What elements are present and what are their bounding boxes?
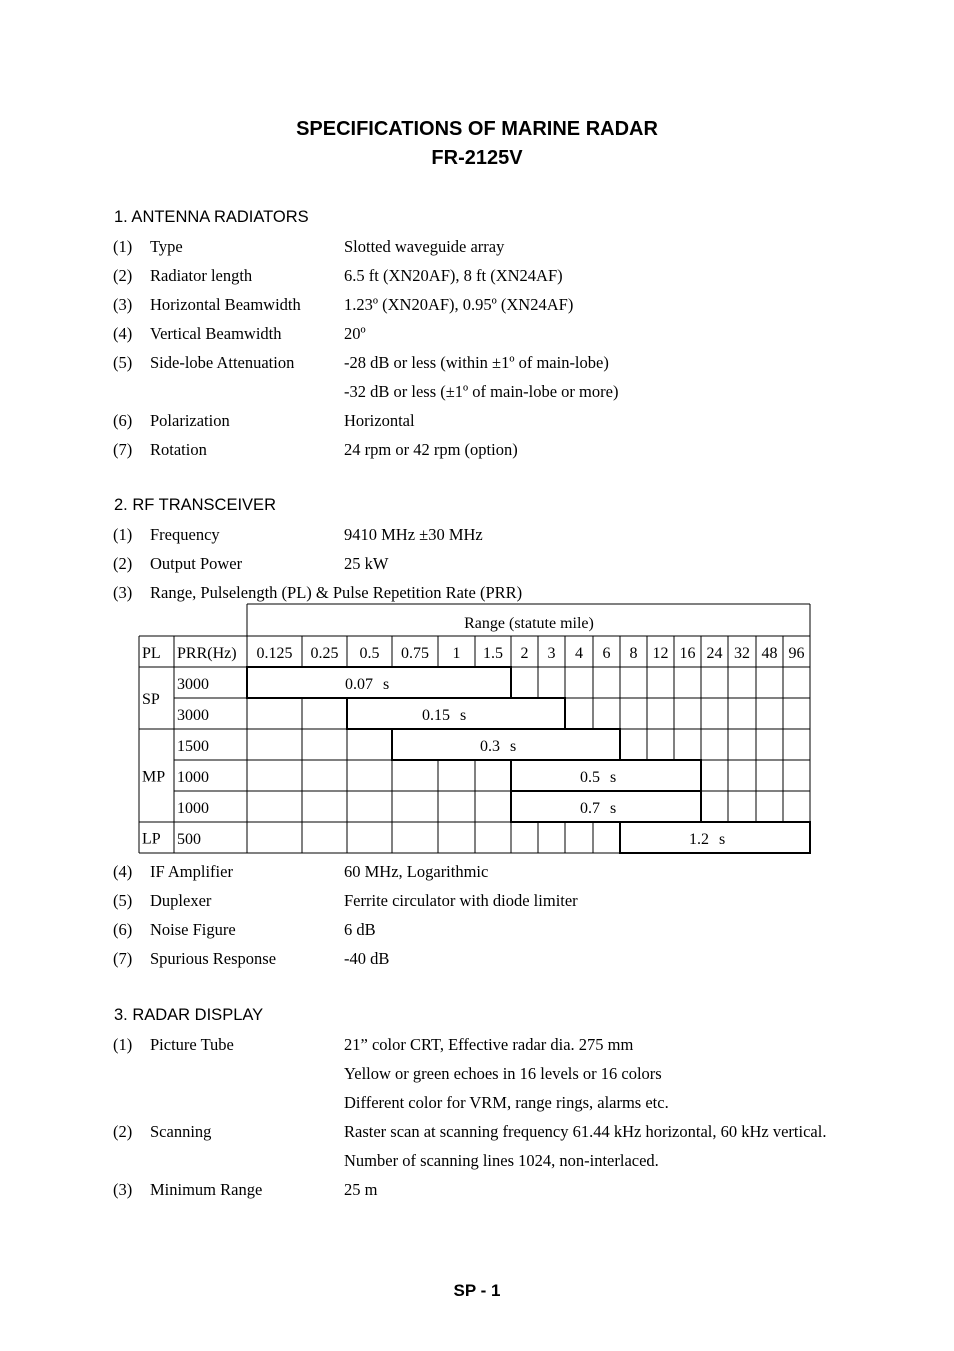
range-tick-label: 0.75 <box>401 645 429 662</box>
spec-number: (7) <box>113 440 133 459</box>
prr-value: 500 <box>177 831 201 848</box>
spec-value: 6 dB <box>344 920 376 939</box>
pl-group-label: SP <box>142 691 160 708</box>
spec-number: (1) <box>113 237 133 256</box>
spec-value: 60 MHz, Logarithmic <box>344 862 489 881</box>
spec-number: (7) <box>113 949 133 968</box>
spec-value: -40 dB <box>344 949 390 968</box>
spec-number: (5) <box>113 353 133 372</box>
range-tick-label: 3 <box>547 645 556 662</box>
range-header: Range (statute mile) <box>464 615 594 632</box>
spec-value: -28 dB or less (within ±1º of main-lobe) <box>344 353 609 372</box>
spec-value: 24 rpm or 42 rpm (option) <box>344 440 518 459</box>
spec-label: Output Power <box>150 554 243 573</box>
section-heading: 3. RADAR DISPLAY <box>114 1006 264 1024</box>
pulse-unit-label: s <box>383 676 390 693</box>
spec-number: (5) <box>113 891 133 910</box>
spec-value: -32 dB or less (±1º of main-lobe or more) <box>344 382 619 401</box>
spec-label: Frequency <box>150 525 220 544</box>
spec-value: Different color for VRM, range rings, alarms etc. <box>344 1093 669 1112</box>
range-tick-label: 16 <box>679 645 696 662</box>
spec-number: (4) <box>113 324 133 343</box>
prr-value: 3000 <box>177 707 209 724</box>
spec-value: 21” color CRT, Effective radar dia. 275 mm <box>344 1035 634 1054</box>
spec-number: (3) <box>113 583 133 602</box>
range-tick-label: 4 <box>575 645 583 662</box>
spec-value: Yellow or green echoes in 16 levels or 16 colors <box>344 1064 662 1083</box>
spec-number: (1) <box>113 525 133 544</box>
spec-value: Ferrite circulator with diode limiter <box>344 891 578 910</box>
range-tick-label: 2 <box>520 645 529 662</box>
spec-number: (6) <box>113 920 133 939</box>
spec-value: Horizontal <box>344 411 415 430</box>
spec-label: Duplexer <box>150 891 212 910</box>
prr-value: 1500 <box>177 738 209 755</box>
section-heading: 1. ANTENNA RADIATORS <box>114 208 309 226</box>
pulse-unit-label: s <box>719 831 726 848</box>
range-tick-label: 6 <box>602 645 611 662</box>
range-tick-label: 8 <box>629 645 638 662</box>
pulse-unit-label: s <box>610 769 617 786</box>
page-number: SP - 1 <box>453 1281 501 1300</box>
spec-label: Type <box>150 237 183 256</box>
spec-value: Raster scan at scanning frequency 61.44 kHz horizontal, 60 kHz vertical. <box>344 1122 827 1141</box>
range-tick-label: 96 <box>788 645 805 662</box>
pulse-length-label: 0.07 <box>345 676 373 693</box>
spec-number: (4) <box>113 862 133 881</box>
pulse-length-label: 0.3 <box>480 738 500 755</box>
spec-number: (3) <box>113 295 133 314</box>
spec-label: Noise Figure <box>150 920 236 939</box>
spec-value: 25 kW <box>344 554 389 573</box>
prr-header: PRR(Hz) <box>177 645 237 662</box>
spec-value: 9410 MHz ±30 MHz <box>344 525 483 544</box>
range-tick-label: 1 <box>452 645 461 662</box>
spec-label: Vertical Beamwidth <box>150 324 282 343</box>
pulse-unit-label: s <box>610 800 617 817</box>
pulse-span-bar <box>511 760 701 791</box>
spec-number: (2) <box>113 1122 133 1141</box>
pl-header: PL <box>142 645 161 662</box>
spec-label: Spurious Response <box>150 949 277 968</box>
pulse-span-bar <box>511 791 701 822</box>
spec-value: 6.5 ft (XN20AF), 8 ft (XN24AF) <box>344 266 563 285</box>
pulse-unit-label: s <box>510 738 517 755</box>
spec-value: 1.23º (XN20AF), 0.95º (XN24AF) <box>344 295 574 314</box>
section-heading: 2. RF TRANSCEIVER <box>114 496 276 514</box>
model-title: FR-2125V <box>431 147 523 169</box>
range-tick-label: 32 <box>734 645 750 662</box>
pulse-length-label: 0.15 <box>422 707 450 724</box>
pulse-span-bar <box>620 822 810 853</box>
pl-group-label: LP <box>142 830 161 848</box>
range-tick-label: 0.5 <box>359 645 380 662</box>
prr-value: 3000 <box>177 676 209 693</box>
spec-label: Horizontal Beamwidth <box>150 295 301 314</box>
spec-number: (2) <box>113 554 133 573</box>
spec-label: Side-lobe Attenuation <box>150 353 295 372</box>
spec-label: Minimum Range <box>150 1180 263 1199</box>
prr-value: 1000 <box>177 769 209 786</box>
spec-label: Range, Pulselength (PL) & Pulse Repetition Rate (PRR) <box>150 583 523 602</box>
range-tick-label: 0.25 <box>310 645 339 662</box>
spec-number: (3) <box>113 1180 133 1199</box>
spec-label: Scanning <box>150 1122 212 1141</box>
spec-label: Polarization <box>150 411 230 430</box>
page-title: SPECIFICATIONS OF MARINE RADAR <box>296 118 658 140</box>
spec-number: (1) <box>113 1035 133 1054</box>
pulse-span-bar <box>392 729 620 760</box>
spec-label: Rotation <box>150 440 207 459</box>
pulse-span-bar <box>247 667 511 698</box>
range-tick-label: 48 <box>761 645 778 662</box>
spec-value: Number of scanning lines 1024, non-interlaced. <box>344 1151 659 1170</box>
range-tick-label: 0.125 <box>256 645 293 662</box>
pulse-span-bar <box>347 698 565 729</box>
spec-label: Radiator length <box>150 266 253 285</box>
spec-value: 25 m <box>344 1180 378 1199</box>
prr-value: 1000 <box>177 800 209 817</box>
pulse-length-label: 0.5 <box>580 769 600 786</box>
pl-group-label: MP <box>142 768 166 786</box>
pulse-length-label: 0.7 <box>580 800 600 817</box>
spec-value: Slotted waveguide array <box>344 237 505 256</box>
spec-label: Picture Tube <box>150 1035 234 1054</box>
pulse-unit-label: s <box>460 707 467 724</box>
range-tick-label: 24 <box>706 645 723 662</box>
range-tick-label: 1.5 <box>483 645 503 662</box>
spec-number: (6) <box>113 411 133 430</box>
pulse-length-label: 1.2 <box>689 831 709 848</box>
spec-value: 20º <box>344 324 366 343</box>
range-tick-label: 12 <box>652 645 669 662</box>
spec-label: IF Amplifier <box>150 862 233 881</box>
spec-number: (2) <box>113 266 133 285</box>
